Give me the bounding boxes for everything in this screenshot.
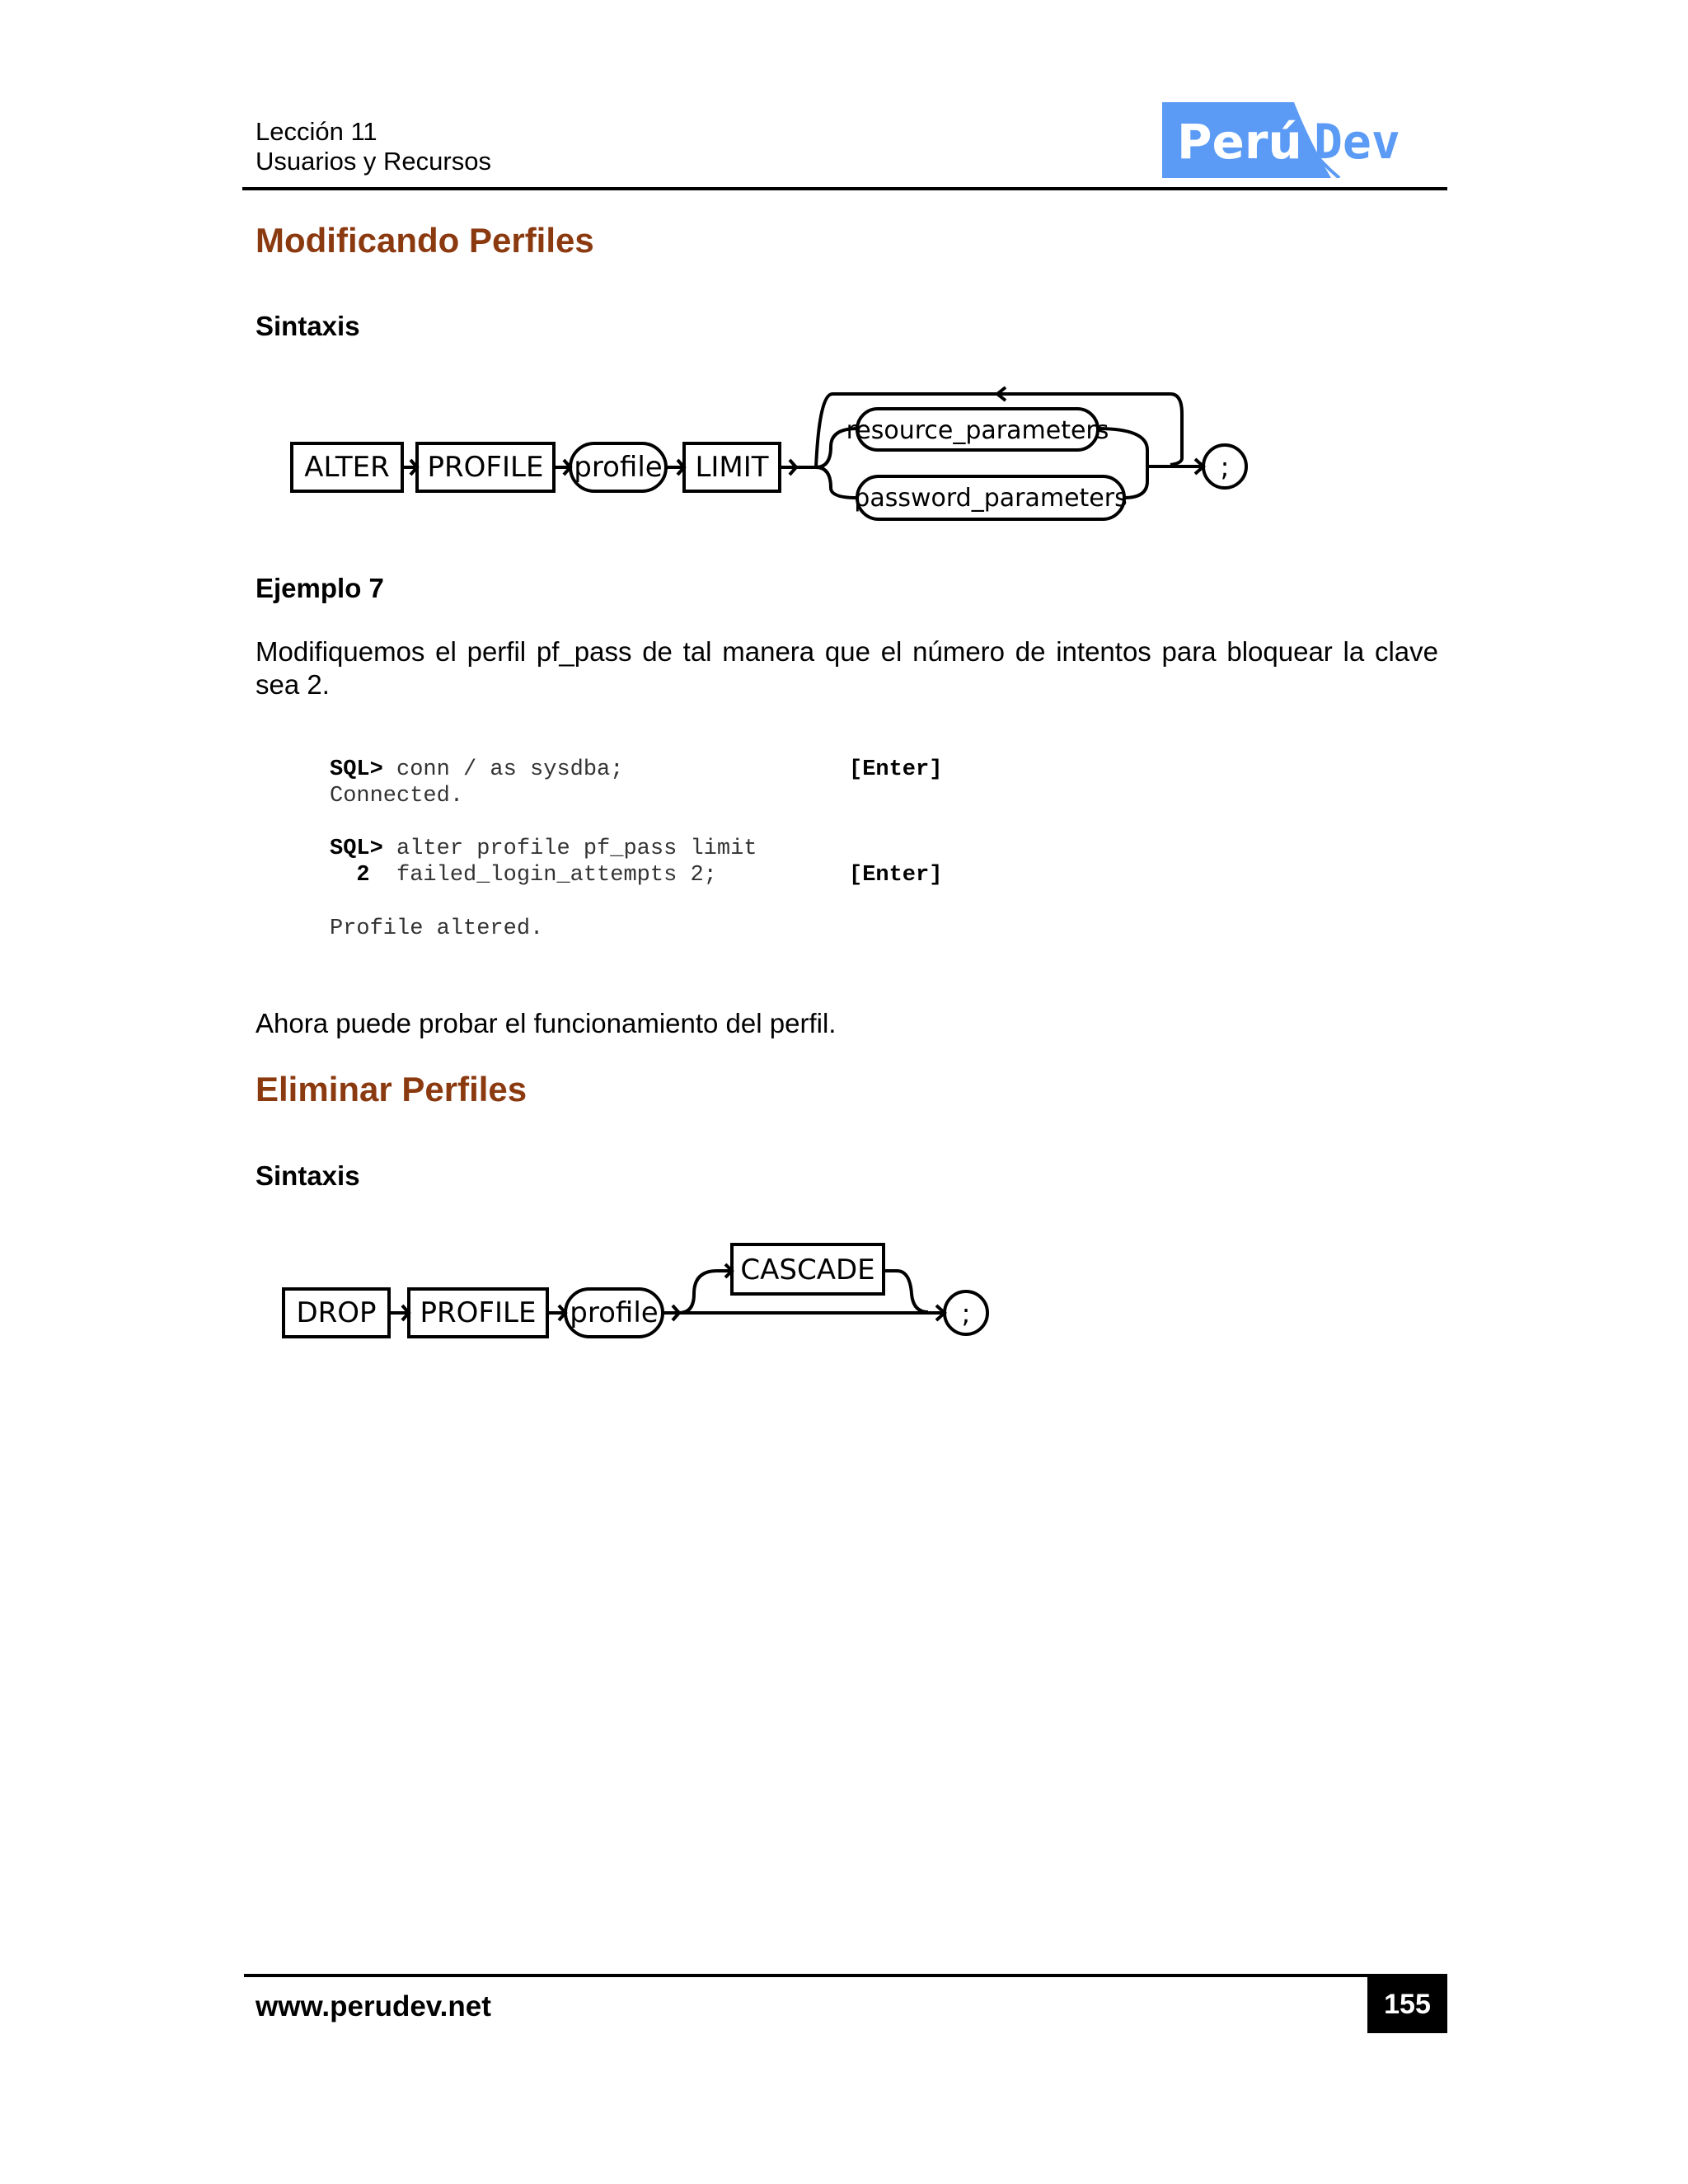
header-lesson: Lección 11 <box>256 117 377 146</box>
code-line-number: 2 <box>330 863 370 888</box>
code-line: alter profile pf_pass limit <box>382 837 757 861</box>
section-title-modificando: Modificando Perfiles <box>256 221 594 260</box>
code-prompt: SQL> <box>330 837 383 861</box>
code-enter-key: [Enter] <box>849 863 943 888</box>
header-divider <box>242 187 1447 190</box>
page-number: 155 <box>1367 1975 1447 2033</box>
arg-profile: profile <box>570 1296 659 1329</box>
code-line: conn / as sysdba; <box>382 757 624 782</box>
terminator-semicolon: ; <box>961 1298 971 1329</box>
footer-website: www.perudev.net <box>256 1990 491 2022</box>
opt-password-parameters: password_parameters <box>854 484 1128 513</box>
footer-divider <box>244 1974 1447 1977</box>
example-description: Modifiquemos el perfil pf_pass de tal manera que el número de intentos para bloquear la clave sea 2. <box>256 636 1438 700</box>
drop-profile-syntax-diagram <box>275 1231 1017 1355</box>
closing-text: Ahora puede probar el funcionamiento del perfil. <box>256 1008 837 1038</box>
kw-limit: LIMIT <box>695 451 769 484</box>
code-line: failed_login_attempts 2; <box>369 863 717 888</box>
code-line: Profile altered. <box>330 916 544 941</box>
header-topic: Usuarios y Recursos <box>256 147 491 176</box>
alter-profile-syntax-diagram <box>280 381 1269 529</box>
arg-profile: profile <box>574 451 663 484</box>
kw-alter: ALTER <box>304 451 390 484</box>
code-line: Connected. <box>330 784 464 808</box>
logo-word-dev: Dev <box>1314 114 1400 170</box>
example-label: Ejemplo 7 <box>256 573 384 603</box>
opt-cascade: CASCADE <box>740 1254 875 1286</box>
code-prompt: SQL> <box>330 757 383 782</box>
syntax-label-drop: Sintaxis <box>256 1160 360 1191</box>
section-title-eliminar: Eliminar Perfiles <box>256 1070 528 1108</box>
syntax-label-alter: Sintaxis <box>256 311 360 341</box>
code-enter-key: [Enter] <box>849 757 943 782</box>
kw-drop: DROP <box>296 1296 377 1329</box>
code-block <box>330 757 623 783</box>
terminator-semicolon: ; <box>1220 452 1230 483</box>
opt-resource-parameters: resource_parameters <box>846 416 1109 445</box>
logo-word-peru: Perú <box>1177 114 1302 170</box>
perudev-logo <box>1162 102 1431 178</box>
kw-profile: PROFILE <box>420 1296 537 1329</box>
kw-profile: PROFILE <box>427 451 544 484</box>
